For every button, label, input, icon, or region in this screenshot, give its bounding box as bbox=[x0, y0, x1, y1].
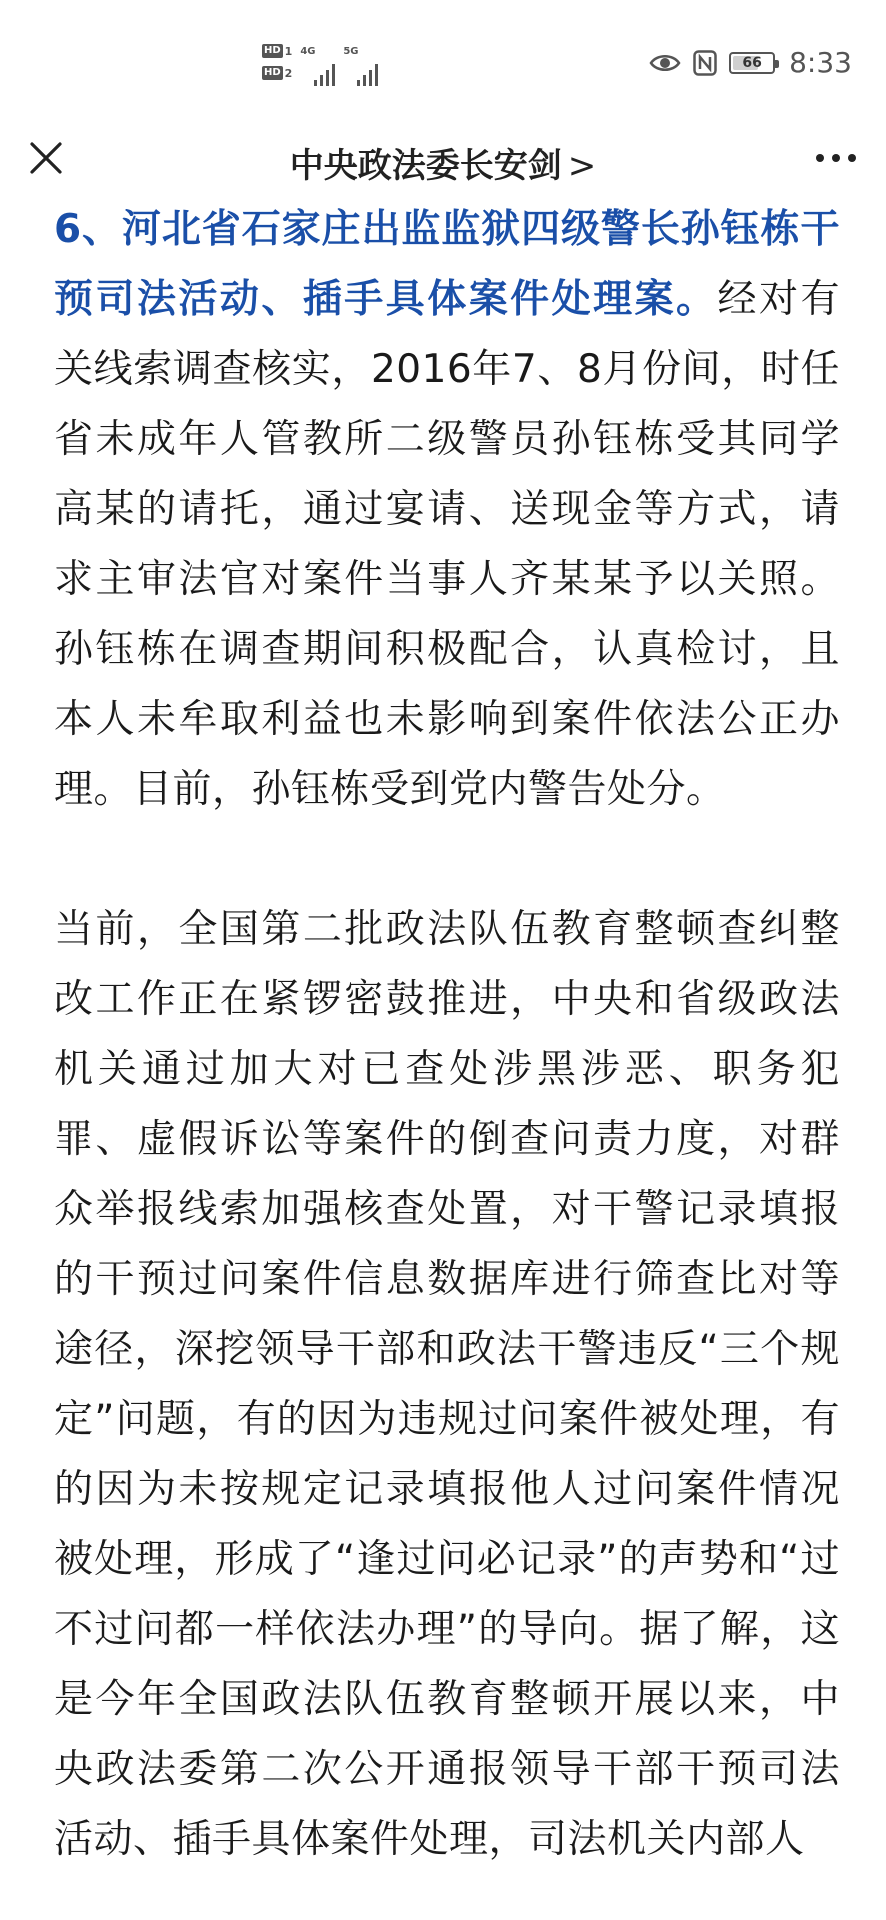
account-title[interactable] bbox=[0, 138, 886, 187]
nfc-icon bbox=[693, 50, 717, 76]
more-options-button[interactable] bbox=[816, 154, 856, 162]
network-type-5g: 5G bbox=[343, 46, 359, 57]
chevron-right-icon: > bbox=[567, 146, 597, 186]
network-type-4g: 4G bbox=[300, 46, 316, 57]
case-heading: 6、河北省石家庄出监监狱四级警长孙钰栋干预司法活动、插手具体案件处理案。 bbox=[54, 207, 840, 322]
article-body bbox=[54, 195, 840, 1920]
sim-indicators bbox=[262, 42, 292, 82]
status-bar bbox=[0, 0, 886, 100]
status-right bbox=[649, 46, 852, 79]
sim2-number: 2 bbox=[284, 66, 293, 80]
status-left bbox=[262, 42, 378, 86]
signal-4g bbox=[300, 42, 335, 86]
more-dot-icon bbox=[816, 154, 824, 162]
sim2-hd-badge: HD bbox=[264, 67, 281, 78]
sim1-number: 1 bbox=[284, 44, 293, 58]
status-time: 8:33 bbox=[789, 46, 852, 79]
battery-icon bbox=[729, 52, 775, 74]
sim1-hd-badge: HD bbox=[264, 45, 281, 56]
article-paragraph bbox=[54, 195, 840, 825]
battery-level: 66 bbox=[742, 54, 762, 71]
sim2-indicator bbox=[262, 64, 292, 82]
account-name: 中央政法委长安剑 bbox=[289, 146, 562, 186]
eye-comfort-icon bbox=[649, 52, 681, 74]
signal-5g bbox=[343, 42, 378, 86]
more-dot-icon bbox=[848, 154, 856, 162]
signal-bars-icon bbox=[314, 64, 335, 86]
article-paragraph: 当前，全国第二批政法队伍教育整顿查纠整改工作正在紧锣密鼓推进，中央和省级政法机关通过加大对已查处涉黑涉恶、职务犯罪、虚假诉讼等案件的倒查问责力度，对群众举报线索加强核查处置，对干警记录填报的干预过问案件信息数据库进行筛查比对等途径，深挖领导干部和政法干警违反“三个规定”问题，有的因为违规过问案件被处理，有的因为未按规定记录填报他人过问案件情况被处理，形成了“逢过问必记录”的声势和“过不过问都一样依法办理”的导向。据了解，这是今年全国政法队伍教育整顿开展以来，中央政法委第二次公开通报领导干部干预司法活动、插手具体案件处理，司法机关内部人 bbox=[54, 907, 840, 1862]
sim1-indicator bbox=[262, 42, 292, 60]
signal-bars-icon bbox=[357, 64, 378, 86]
more-dot-icon bbox=[832, 154, 840, 162]
case-body-text: 经对有关线索调查核实，2016年7、8月份间，时任省未成年人管教所二级警员孙钰栋受其同学高某的请托，通过宴请、送现金等方式，请求主审法官对案件当事人齐某某予以关照。孙钰栋在调查期间积极配合，认真检讨，且本人未牟取利益也未影响到案件依法公正办理。目前，孙钰栋受到党内警告处分。 bbox=[54, 277, 840, 812]
